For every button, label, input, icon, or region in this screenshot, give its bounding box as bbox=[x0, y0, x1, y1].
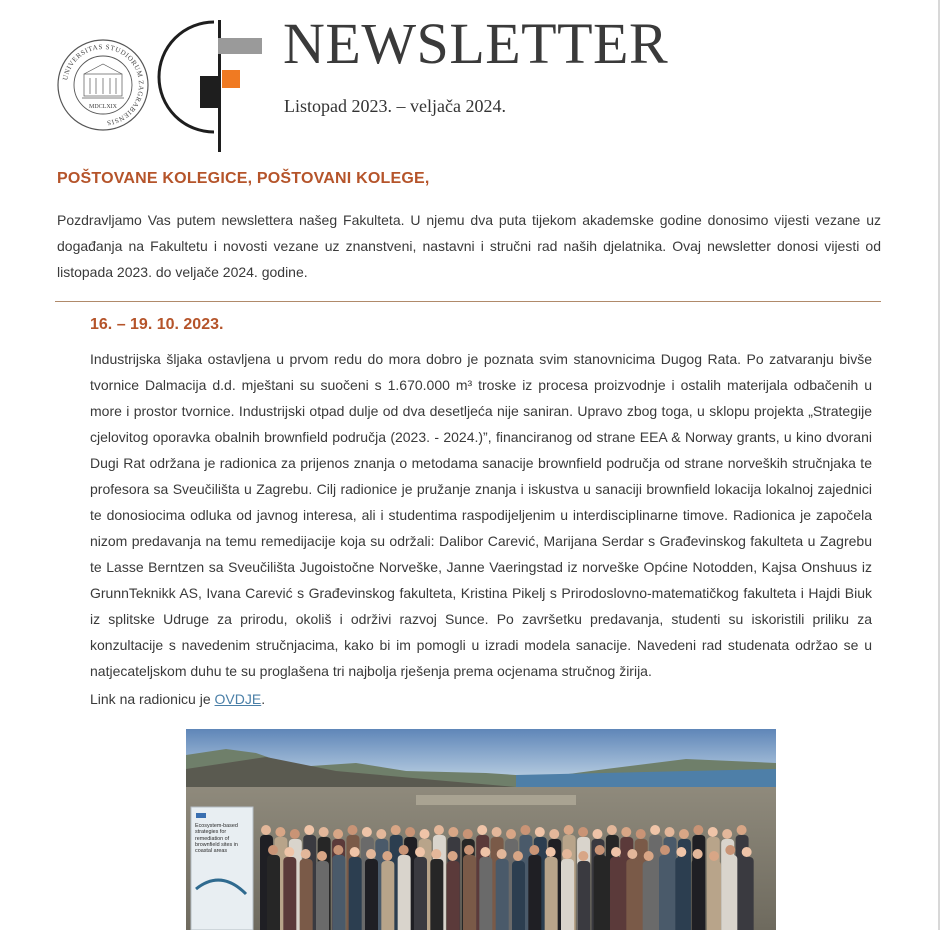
person-head bbox=[520, 825, 530, 835]
person-head bbox=[347, 825, 357, 835]
person-head bbox=[415, 847, 425, 857]
link-prefix-text: Link na radionicu je bbox=[90, 691, 215, 707]
person-head bbox=[562, 849, 572, 859]
person-body bbox=[545, 857, 558, 930]
person-body bbox=[349, 857, 362, 930]
person-head bbox=[611, 847, 621, 857]
newsletter-title: NEWSLETTER bbox=[283, 11, 669, 76]
person-head bbox=[477, 825, 487, 835]
person-body bbox=[528, 855, 541, 930]
intro-paragraph: Pozdravljamo Vas putem newslettera našeg Fakulteta. U njemu dva puta tijekom akademske godine donosimo vijesti vezane uz događanja na Fakultetu i novosti vezane uz znanstveni, nastavni i stručni rad naših djelatnika. Ovaj newsletter donosi vijesti od listopada 2023. do veljače 2024. godine. bbox=[57, 212, 881, 280]
person-head bbox=[693, 849, 703, 859]
person-body bbox=[577, 861, 590, 930]
person-head bbox=[636, 829, 646, 839]
poster-text: Ecosystem-based strategies for remediation of brownfield sites in coastal areas bbox=[195, 823, 238, 855]
person-body bbox=[594, 855, 607, 930]
person-head bbox=[660, 845, 670, 855]
greeting-heading: POŠTOVANE KOLEGICE, POŠTOVANI KOLEGE, bbox=[57, 170, 430, 187]
workshop-link-line bbox=[90, 686, 265, 712]
person-head bbox=[350, 847, 360, 857]
person-head bbox=[376, 829, 386, 839]
person-body bbox=[561, 859, 574, 930]
person-body bbox=[659, 855, 672, 930]
person-head bbox=[333, 845, 343, 855]
person-head bbox=[480, 847, 490, 857]
person-body bbox=[708, 861, 721, 930]
person-body bbox=[365, 859, 378, 930]
person-head bbox=[627, 849, 637, 859]
person-body bbox=[692, 859, 705, 930]
person-head bbox=[549, 829, 559, 839]
person-head bbox=[317, 851, 327, 861]
person-head bbox=[382, 851, 392, 861]
person-head bbox=[708, 827, 718, 837]
person-head bbox=[492, 827, 502, 837]
section-divider bbox=[55, 301, 881, 302]
person-head bbox=[464, 845, 474, 855]
person-head bbox=[535, 827, 545, 837]
person-head bbox=[391, 825, 401, 835]
person-body bbox=[414, 857, 427, 930]
person-body bbox=[626, 859, 639, 930]
person-head bbox=[529, 845, 539, 855]
person-head bbox=[578, 851, 588, 861]
person-head bbox=[319, 827, 329, 837]
person-head bbox=[301, 849, 311, 859]
event-date-heading: 16. – 19. 10. 2023. bbox=[90, 316, 224, 333]
person-head bbox=[497, 849, 507, 859]
person-body bbox=[316, 861, 329, 930]
person-head bbox=[693, 825, 703, 835]
person-body bbox=[675, 857, 688, 930]
person-body bbox=[512, 861, 525, 930]
person-body bbox=[381, 861, 394, 930]
person-head bbox=[434, 825, 444, 835]
person-body bbox=[267, 855, 280, 930]
person-body bbox=[463, 855, 476, 930]
person-body bbox=[447, 861, 460, 930]
person-head bbox=[431, 849, 441, 859]
person-head bbox=[665, 827, 675, 837]
svg-text:MDCLXIX: MDCLXIX bbox=[89, 104, 117, 110]
person-head bbox=[650, 825, 660, 835]
crowd-of-people bbox=[260, 825, 754, 930]
person-head bbox=[737, 825, 747, 835]
person-head bbox=[506, 829, 516, 839]
person-head bbox=[564, 825, 574, 835]
person-head bbox=[621, 827, 631, 837]
faculty-logo bbox=[152, 20, 264, 152]
person-head bbox=[420, 829, 430, 839]
person-head bbox=[405, 827, 415, 837]
workshop-link[interactable]: OVDJE bbox=[214, 691, 262, 707]
person-body bbox=[300, 859, 313, 930]
person-head bbox=[362, 827, 372, 837]
person-head bbox=[546, 847, 556, 857]
person-body bbox=[724, 855, 737, 930]
person-body bbox=[479, 857, 492, 930]
person-head bbox=[722, 829, 732, 839]
person-head bbox=[595, 845, 605, 855]
person-head bbox=[679, 829, 689, 839]
person-head bbox=[513, 851, 523, 861]
person-head bbox=[578, 827, 588, 837]
person-head bbox=[592, 829, 602, 839]
person-head bbox=[399, 845, 409, 855]
person-head bbox=[284, 847, 294, 857]
person-head bbox=[463, 829, 473, 839]
person-head bbox=[290, 829, 300, 839]
person-head bbox=[261, 825, 271, 835]
group-photo bbox=[186, 729, 776, 930]
person-head bbox=[709, 851, 719, 861]
person-body bbox=[398, 855, 411, 930]
person-head bbox=[366, 849, 376, 859]
person-body bbox=[741, 857, 754, 930]
link-suffix-text: . bbox=[261, 691, 266, 707]
person-head bbox=[275, 827, 285, 837]
person-head bbox=[742, 847, 752, 857]
person-head bbox=[448, 851, 458, 861]
person-head bbox=[607, 825, 617, 835]
university-seal-logo bbox=[56, 38, 150, 132]
person-body bbox=[283, 857, 296, 930]
person-head bbox=[725, 845, 735, 855]
svg-text:UNIVERSITAS STUDIORUM ZAGRABIE: UNIVERSITAS STUDIORUM ZAGRABIENSIS bbox=[61, 42, 146, 127]
newsletter-period: Listopad 2023. – veljača 2024. bbox=[284, 96, 506, 116]
person-head bbox=[333, 829, 343, 839]
person-head bbox=[304, 825, 314, 835]
person-head bbox=[448, 827, 458, 837]
person-body bbox=[610, 857, 623, 930]
person-body bbox=[496, 859, 509, 930]
event-description: Industrijska šljaka ostavljena u prvom redu do mora dobro je poznata svim stanovnicima Dugog Rata. Po zatvaranju bivše tvornice Dalmacija d.d. mještani su suočeni s 1.670.000 m³ troske iz procesa proizvodnje i ostalih materijala odbačenih u more i prostor tvornice. Industrijski otpad dulje od dva desetljeća nije saniran. Upravo zbog toga, u sklopu projekta „Strategije cjelovitog oporavka obalnih brownfield područja (2023. - 2024.)”, financiranog od strane EEA & Norway grants, u kino dvorani Dugi Rat održana je radionica za prijenos znanja o metodama sanacije brownfield područja od strane norveških stručnjaka te profesora sa Sveučilišta u Zagrebu. Cilj radionice je pružanje znanja i iskustva u sanaciji brownfield lokacija lokalnoj zajednici te donosiocima odluka od javnog interesa, ali i studentima raspodijeljenim u interdisciplinarne timove. Radionica je započela nizom predavanja na temu remedijacije koja su održali: Dalibor Carević, Marijana Serdar s Građevinskog fakulteta u Zagrebu te Lasse Berntzen sa Sveučilišta Jugoistočne Norveške, Janne Vaeringstad iz norveške Općine Notodden, Kajsa Onshuus iz GrunnTeknikk AS, Ivana Carević s Građevinskog fakulteta, Kristina Pikelj s Prirodoslovno-matematičkog fakulteta i Hajdi Biuk iz splitske Udruge za prirodu, okoliš i održivi razvoj Sunce. Po završetku predavanja, studenti su iskoristili priliku za konzultacije s navedenim stručnjacima, kako bi im pomogli u izradi modela sanacije. Navedeni rad studenata održao se u natjecateljskom duhu te su proglašena tri najbolja rješenja prema ocjenama stručnog žirija. bbox=[90, 351, 872, 679]
person-head bbox=[644, 851, 654, 861]
person-head bbox=[268, 845, 278, 855]
person-body bbox=[430, 859, 443, 930]
person-body bbox=[643, 861, 656, 930]
person-body bbox=[332, 855, 345, 930]
person-head bbox=[676, 847, 686, 857]
